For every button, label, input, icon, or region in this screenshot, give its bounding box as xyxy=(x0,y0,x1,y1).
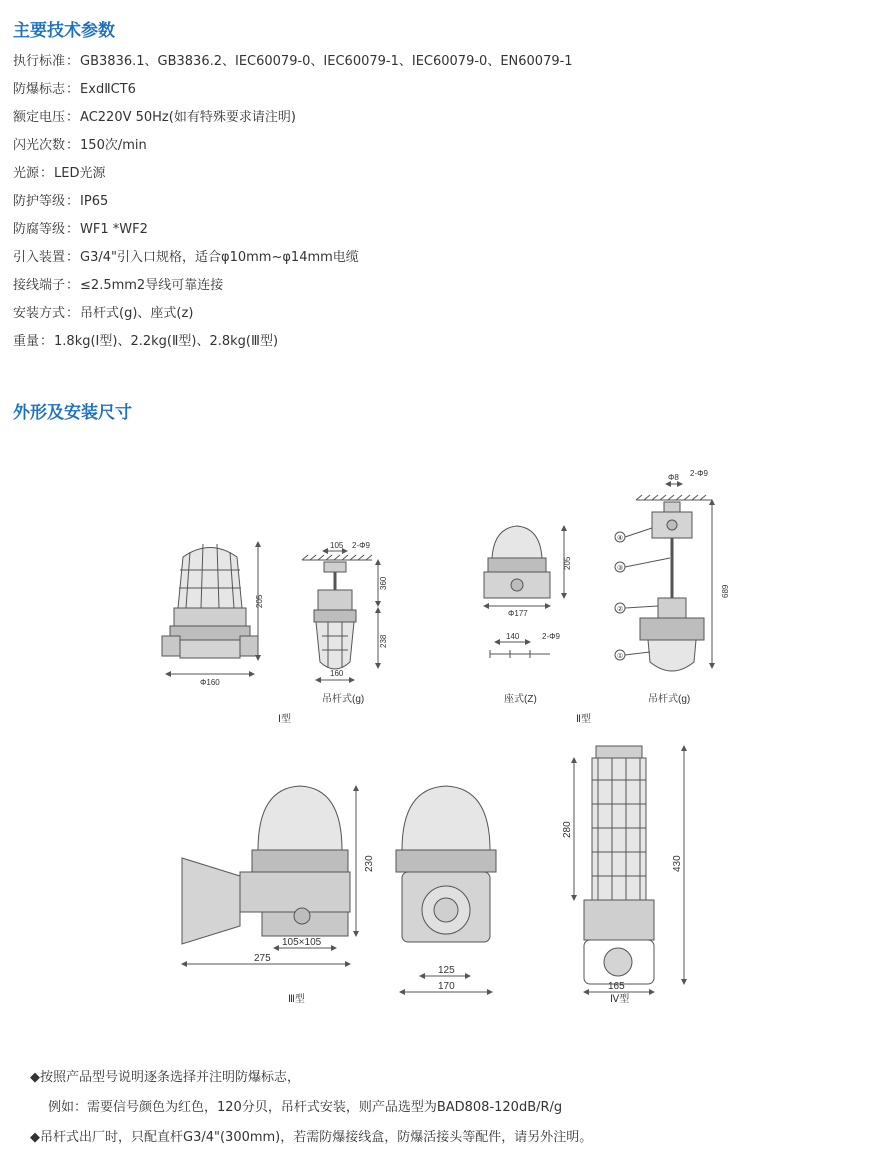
type4-label: Ⅳ型 xyxy=(610,994,630,1005)
type3-dim-height: 230 xyxy=(364,855,375,872)
spec-value: IP65 xyxy=(80,194,109,209)
type3-dim-total-width: 275 xyxy=(254,953,271,964)
spec-row xyxy=(13,332,573,360)
spec-value: WF1 *WF2 xyxy=(80,222,148,237)
spec-separator: ： xyxy=(66,250,80,265)
spec-value: G3/4"引入口规格，适合φ10mm~φ14mm电缆 xyxy=(80,250,359,265)
spec-separator: ： xyxy=(40,334,54,349)
spec-separator: ： xyxy=(66,306,80,321)
spec-label: 重量 xyxy=(13,334,40,349)
type2-pendant-caption: 吊杆式(g) xyxy=(648,694,691,705)
type4-dim-width: 165 xyxy=(608,981,625,992)
type2-seat-dim-height: 205 xyxy=(563,556,572,570)
type2-callout-3: ③ xyxy=(617,565,624,572)
section-title-dimensions: 外形及安装尺寸 xyxy=(13,403,132,423)
spec-label: 防护等级 xyxy=(13,194,66,209)
spec-separator: ： xyxy=(40,166,54,181)
type4-dim-total: 430 xyxy=(672,855,683,872)
spec-row xyxy=(13,192,573,220)
section-title-specs: 主要技术参数 xyxy=(13,21,115,41)
spec-separator: ： xyxy=(66,110,80,125)
type2-label: Ⅱ型 xyxy=(576,714,591,725)
spec-list xyxy=(13,52,573,360)
type2-callout-2: ② xyxy=(617,606,624,613)
spec-label: 防腐等级 xyxy=(13,222,66,237)
type4-dim-cage: 280 xyxy=(562,821,573,838)
spec-separator: ： xyxy=(66,194,80,209)
notes xyxy=(30,1068,592,1158)
type3-dim-base: 105×105 xyxy=(282,937,322,948)
spec-value: GB3836.1、GB3836.2、IEC60079-0、IEC60079-1、IEC60079-0、EN60079-1 xyxy=(80,54,573,69)
type1-pendant-dim-holes: 2-Φ9 xyxy=(352,541,370,550)
dimension-drawings xyxy=(0,440,888,1064)
spec-value: 1.8kg(Ⅰ型)、2.2kg(Ⅱ型)、2.8kg(Ⅲ型) xyxy=(54,334,279,349)
spec-separator: ： xyxy=(66,54,80,69)
spec-value: ExdⅡCT6 xyxy=(80,82,136,97)
type3-label: Ⅲ型 xyxy=(288,994,305,1005)
spec-row xyxy=(13,108,573,136)
type1-pendant-dim-top: 105 xyxy=(330,541,344,550)
type1-pendant-dim-width: 160 xyxy=(330,669,344,678)
spec-value: 吊杆式(g)、座式(z) xyxy=(80,306,194,321)
spec-row xyxy=(13,80,573,108)
spec-separator: ： xyxy=(66,82,80,97)
spec-label: 接线端子 xyxy=(13,278,66,293)
type2-seat-dim-holes: 2-Φ9 xyxy=(542,632,560,641)
type2-pendant-dim-total: 689 xyxy=(721,584,730,598)
type3-front-view xyxy=(396,786,496,992)
spec-value: 150次/min xyxy=(80,138,147,153)
spec-row xyxy=(13,164,573,192)
spec-row xyxy=(13,304,573,332)
type1-pendant-dim-body: 238 xyxy=(379,634,388,648)
spec-label: 防爆标志 xyxy=(13,82,66,97)
drawings-svg xyxy=(0,440,888,1060)
spec-row xyxy=(13,52,573,80)
type1-pendant-view xyxy=(302,551,378,680)
spec-separator: ： xyxy=(66,222,80,237)
type2-callout-1: ① xyxy=(617,653,624,660)
type2-seat-dim-dia: Φ177 xyxy=(508,609,528,618)
type2-pendant-dim-holes: 2-Φ9 xyxy=(690,469,708,478)
spec-row xyxy=(13,220,573,248)
type3-side-view xyxy=(182,786,356,964)
spec-separator: ： xyxy=(66,278,80,293)
spec-row xyxy=(13,248,573,276)
spec-value: ≤2.5mm2导线可靠连接 xyxy=(80,278,224,293)
spec-label: 额定电压 xyxy=(13,110,66,125)
type1-dim-width: Φ160 xyxy=(200,678,220,687)
note-3: ◆吊杆式出厂时，只配直杆G3/4"(300mm)，若需防爆接线盒，防爆活接头等配件，请另外注明。 xyxy=(30,1130,593,1145)
spec-value: AC220V 50Hz(如有特殊要求请注明) xyxy=(80,110,296,125)
type1-label: Ⅰ型 xyxy=(278,714,291,725)
spec-separator: ： xyxy=(66,138,80,153)
type3-dim-inner: 125 xyxy=(438,965,455,976)
spec-row xyxy=(13,276,573,304)
type2-seat-caption: 座式(Z) xyxy=(504,694,537,705)
type1-pendant-caption: 吊杆式(g) xyxy=(322,694,365,705)
type4-view xyxy=(574,746,684,992)
spec-label: 安装方式 xyxy=(13,306,66,321)
spec-label: 引入装置 xyxy=(13,250,66,265)
type2-seat-dim-base: 140 xyxy=(506,632,520,641)
type1-front-view xyxy=(162,542,258,674)
type2-pendant-view xyxy=(615,484,712,671)
spec-value: LED光源 xyxy=(54,166,106,181)
note-1: ◆按照产品型号说明逐条选择并注明防爆标志， xyxy=(30,1070,300,1085)
type2-callout-4: ④ xyxy=(617,535,624,542)
type1-dim-height: 205 xyxy=(255,594,264,608)
type1-pendant-dim-total: 360 xyxy=(379,576,388,590)
type2-pendant-dim-top: Φ8 xyxy=(668,473,679,482)
spec-label: 光源 xyxy=(13,166,40,181)
spec-row xyxy=(13,136,573,164)
spec-label: 闪光次数 xyxy=(13,138,66,153)
type3-dim-width: 170 xyxy=(438,981,455,992)
note-2: 例如：需要信号颜色为红色，120分贝，吊杆式安装，则产品选型为BAD808-120dB/R/g xyxy=(48,1100,563,1115)
spec-label: 执行标准 xyxy=(13,54,66,69)
